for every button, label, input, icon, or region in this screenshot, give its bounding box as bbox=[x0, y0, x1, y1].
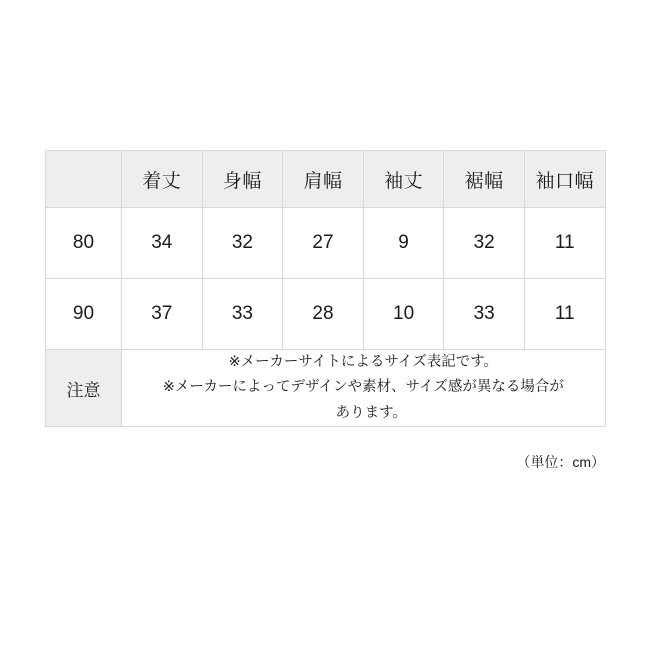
size-table bbox=[45, 150, 606, 427]
cell-80-sleeve-length: 9 bbox=[363, 208, 444, 279]
table-row bbox=[46, 279, 606, 350]
table-corner-cell bbox=[46, 151, 122, 208]
column-header-shoulder-width: 肩幅 bbox=[283, 151, 364, 208]
row-header-size-80: 80 bbox=[46, 208, 122, 279]
cell-90-shoulder-width: 28 bbox=[283, 279, 364, 350]
column-header-cuff-width: 袖口幅 bbox=[524, 151, 605, 208]
column-header-sleeve-length: 袖丈 bbox=[363, 151, 444, 208]
note-body bbox=[122, 350, 606, 427]
table-header-row bbox=[46, 151, 606, 208]
cell-80-hem-width: 32 bbox=[444, 208, 525, 279]
row-header-size-90: 90 bbox=[46, 279, 122, 350]
size-table-container bbox=[45, 150, 605, 427]
cell-80-cuff-width: 11 bbox=[524, 208, 605, 279]
cell-90-sleeve-length: 10 bbox=[363, 279, 444, 350]
cell-80-shoulder-width: 27 bbox=[283, 208, 364, 279]
column-header-length: 着丈 bbox=[122, 151, 203, 208]
note-line-2: ※メーカーによってデザインや素材、サイズ感が異なる場合が bbox=[162, 379, 564, 396]
table-row bbox=[46, 208, 606, 279]
unit-note: （単位：cm） bbox=[516, 454, 605, 470]
column-header-hem-width: 裾幅 bbox=[444, 151, 525, 208]
cell-90-cuff-width: 11 bbox=[524, 279, 605, 350]
cell-80-length: 34 bbox=[122, 208, 203, 279]
cell-90-chest-width: 33 bbox=[202, 279, 283, 350]
note-line-3: あります。 bbox=[335, 404, 407, 421]
cell-90-hem-width: 33 bbox=[444, 279, 525, 350]
note-line-1: ※メーカーサイトによるサイズ表記です。 bbox=[228, 354, 499, 370]
cell-90-length: 37 bbox=[122, 279, 203, 350]
column-header-chest-width: 身幅 bbox=[202, 151, 283, 208]
cell-80-chest-width: 32 bbox=[202, 208, 283, 279]
note-label: 注意 bbox=[46, 350, 122, 427]
table-note-row bbox=[46, 350, 606, 427]
